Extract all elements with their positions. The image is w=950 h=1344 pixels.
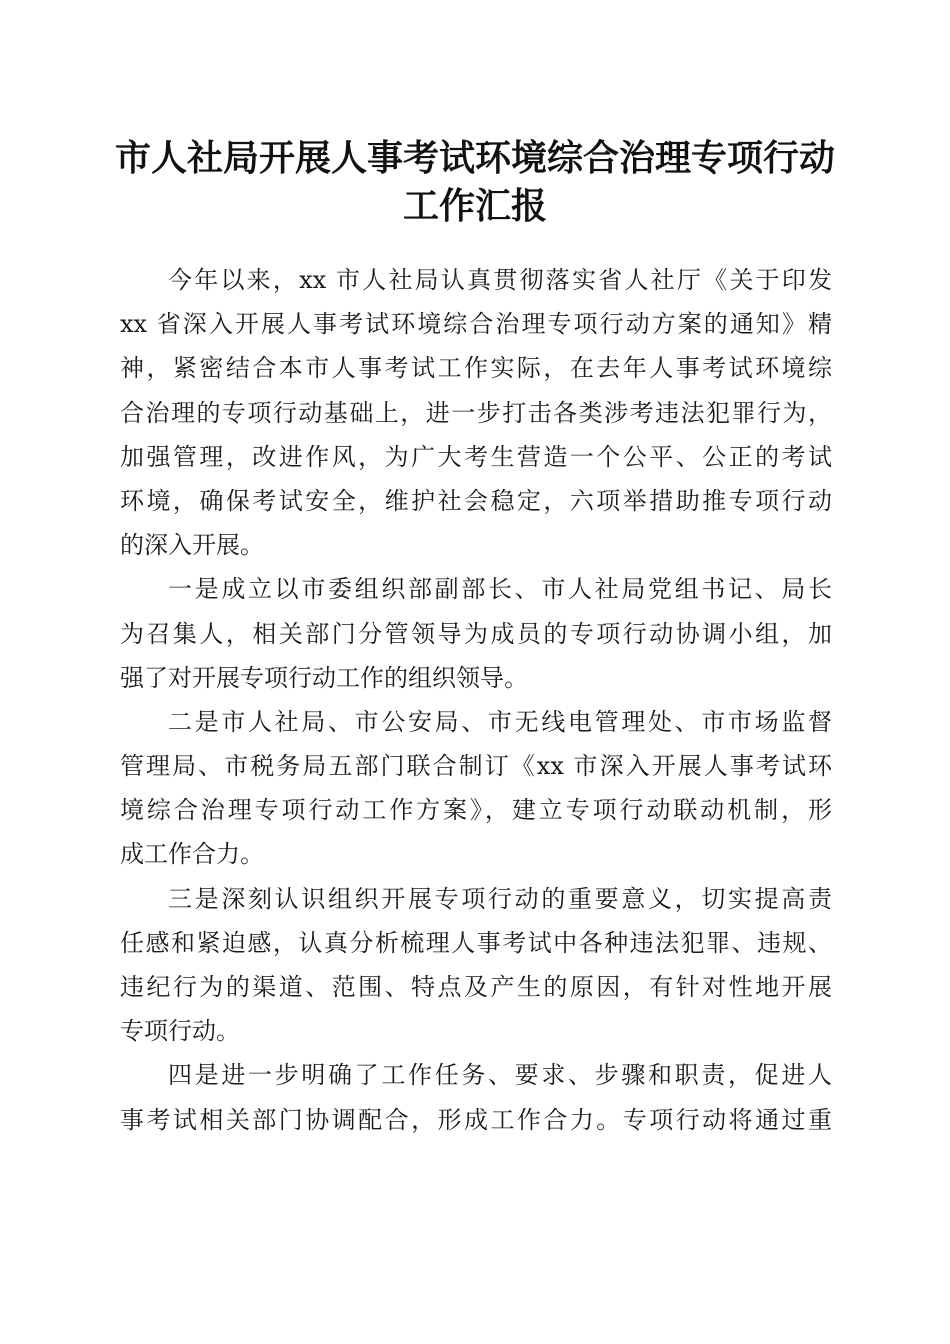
text-line: 专项行动。 — [120, 1017, 240, 1046]
text-line: 合治理的专项行动基础上，进一步打击各类涉考违法犯罪行为， — [120, 398, 832, 427]
document-title-line-2: 工作汇报 — [402, 185, 547, 227]
text-line: 神，紧密结合本市人事考试工作实际，在去年人事考试环境综 — [120, 354, 832, 383]
document-body — [120, 258, 832, 1142]
text-line: 环境，确保考试安全，维护社会稳定，六项举措助推专项行动 — [120, 486, 832, 515]
text-line: 成工作合力。 — [120, 840, 264, 869]
text-line: 违纪行为的渠道、范围、特点及产生的原因，有针对性地开展 — [120, 973, 832, 1001]
text-line: 境综合治理专项行动工作方案》，建立专项行动联动机制，形 — [120, 796, 832, 825]
text-line: 一是成立以市委组织部副部长、市人社局党组书记、局长 — [168, 575, 832, 604]
text-line: 三是深刻认识组织开展专项行动的重要意义，切实提高责 — [168, 884, 832, 913]
document-title-line-1: 市人社局开展人事考试环境综合治理专项行动 — [114, 137, 835, 179]
text-line: 事考试相关部门协调配合，形成工作合力。专项行动将通过重 — [120, 1105, 832, 1134]
text-line: 加强管理，改进作风，为广大考生营造一个公平、公正的考试 — [120, 442, 832, 471]
text-line: 任感和紧迫感，认真分析梳理人事考试中各种违法犯罪、违规、 — [120, 928, 832, 957]
text-line: 四是进一步明确了工作任务、要求、步骤和职责，促进人 — [168, 1061, 832, 1090]
text-line: 的深入开展。 — [120, 531, 264, 560]
text-line: 二是市人社局、市公安局、市无线电管理处、市市场监督 — [168, 707, 832, 736]
text-line: 今年以来，xx 市人社局认真贯彻落实省人社厅《关于印发 — [168, 266, 832, 294]
text-line: xx 省深入开展人事考试环境综合治理专项行动方案的通知》精 — [120, 310, 832, 339]
text-line: 管理局、市税务局五部门联合制订《xx 市深入开展人事考试环 — [120, 752, 832, 781]
text-line: 为召集人，相关部门分管领导为成员的专项行动协调小组，加 — [120, 619, 832, 648]
text-line: 强了对开展专项行动工作的组织领导。 — [120, 663, 528, 692]
